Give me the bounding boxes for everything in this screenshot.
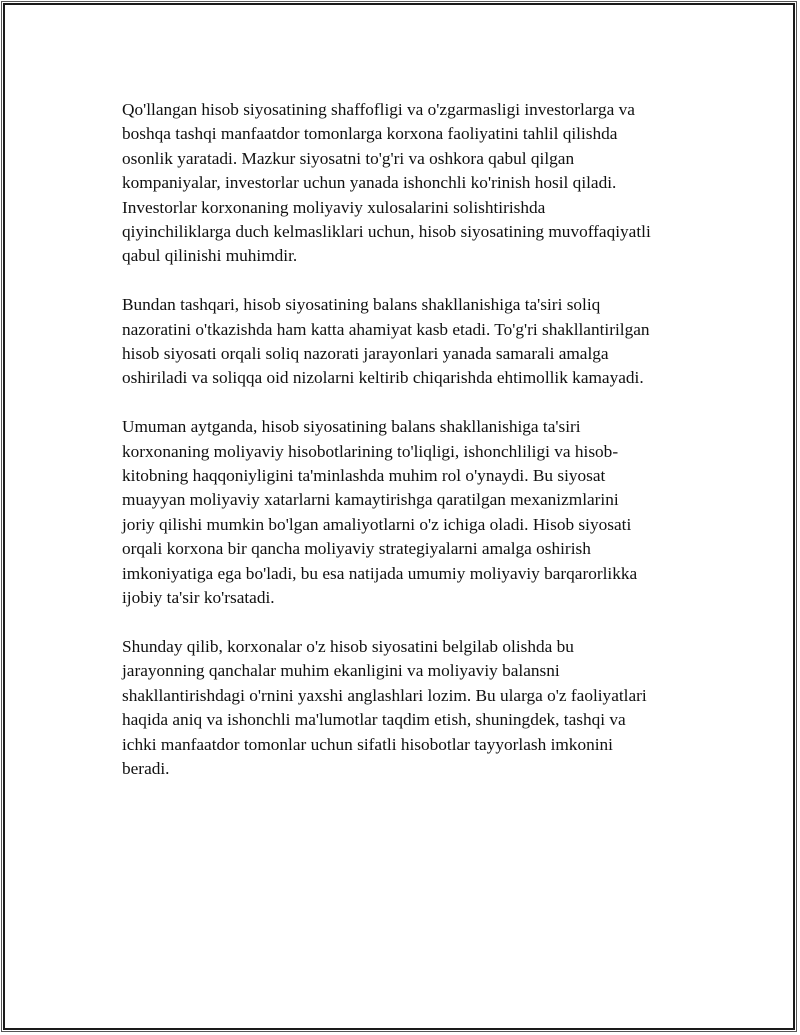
text-line: orqali korxona bir qancha moliyaviy strategiyalarni amalga oshirish <box>122 539 591 559</box>
text-line: haqida aniq va ishonchli ma'lumotlar taqdim etish, shuningdek, tashqi va <box>122 710 626 730</box>
text-line: Shunday qilib, korxonalar o'z hisob siyosatini belgilab olishda bu <box>122 636 574 656</box>
text-line: qiyinchiliklarga duch kelmasliklari uchun, hisob siyosatining muvoffaqiyatli <box>122 222 651 242</box>
text-line: qabul qilinishi muhimdir. <box>122 246 298 266</box>
text-line: Umuman aytganda, hisob siyosatining balans shakllanishiga ta'siri <box>122 417 581 437</box>
paragraph-3 <box>122 415 702 610</box>
document-page <box>3 3 795 1030</box>
text-line: muayyan moliyaviy xatarlarni kamaytirishga qaratilgan mexanizmlarini <box>122 490 619 510</box>
text-line: shakllantirishdagi o'rnini yaxshi anglashlari lozim. Bu ularga o'z faoliyatlari <box>122 685 647 705</box>
paragraph-1 <box>122 98 702 269</box>
text-line: oshiriladi va soliqqa oid nizolarni keltirib chiqarishda ehtimollik kamayadi. <box>122 368 644 388</box>
text-line: ijobiy ta'sir ko'rsatadi. <box>122 588 275 608</box>
text-line: hisob siyosati orqali soliq nazorati jarayonlari yanada samarali amalga <box>122 344 609 364</box>
text-line: korxonaning moliyaviy hisobotlarining to'liqligi, ishonchliligi va hisob- <box>122 441 619 461</box>
text-line: Qo'llangan hisob siyosatining shaffofligi va o'zgarmasligi investorlarga va <box>122 100 635 119</box>
text-line: nazoratini o'tkazishda ham katta ahamiyat kasb etadi. To'g'ri shakllantirilgan <box>122 319 650 339</box>
text-line: osonlik yaratadi. Mazkur siyosatni to'g'ri va oshkora qabul qilgan <box>122 148 575 168</box>
text-line: kompaniyalar, investorlar uchun yanada ishonchli ko'rinish hosil qiladi. <box>122 173 617 193</box>
document-body <box>122 98 702 806</box>
text-line: Bundan tashqari, hisob siyosatining balans shakllanishiga ta'siri soliq <box>122 295 601 315</box>
text-line: joriy qilishi mumkin bo'lgan amaliyotlarni o'z ichiga oladi. Hisob siyosati <box>122 514 632 534</box>
paragraph-4 <box>122 635 702 781</box>
text-line: Investorlar korxonaning moliyaviy xulosalarini solishtirishda <box>122 197 546 217</box>
text-line: ichki manfaatdor tomonlar uchun sifatli hisobotlar tayyorlash imkonini <box>122 734 613 754</box>
text-line: imkoniyatiga ega bo'ladi, bu esa natijada umumiy moliyaviy barqarorlikka <box>122 563 638 583</box>
text-line: jarayonning qanchalar muhim ekanligini va moliyaviy balansni <box>122 661 560 681</box>
paragraph-2 <box>122 293 702 391</box>
text-line: kitobning haqqoniyligini ta'minlashda muhim rol o'ynaydi. Bu siyosat <box>122 466 606 486</box>
text-line: beradi. <box>122 758 170 778</box>
text-line: boshqa tashqi manfaatdor tomonlarga korxona faoliyatini tahlil qilishda <box>122 124 618 144</box>
